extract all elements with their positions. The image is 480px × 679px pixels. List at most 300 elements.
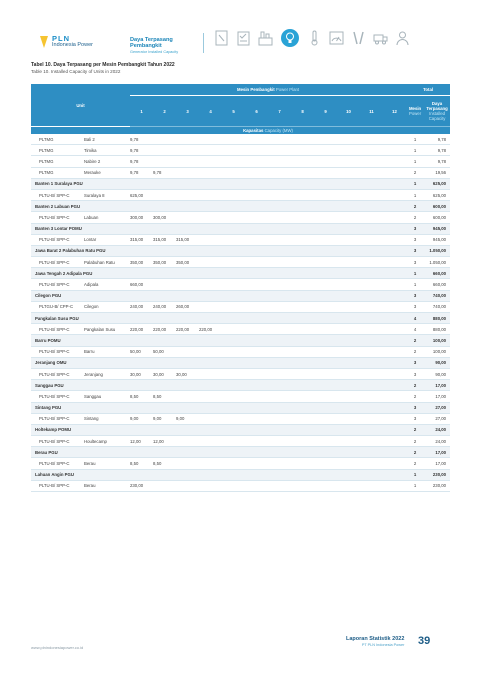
empty-cell xyxy=(360,134,383,145)
empty-cell xyxy=(268,156,291,167)
empty-cell xyxy=(245,201,268,212)
empty-cell xyxy=(314,178,337,189)
unit-capacity: 240,00 xyxy=(130,301,153,312)
empty-cell xyxy=(199,290,222,301)
empty-cell xyxy=(130,313,153,324)
unit-count: 2 xyxy=(406,447,424,458)
unit-capacity: 315,00 xyxy=(153,234,176,245)
mesin-header: Mesin Power xyxy=(406,96,424,127)
unit-capacity: 220,00 xyxy=(199,324,222,335)
empty-cell xyxy=(245,424,268,435)
empty-cell xyxy=(199,424,222,435)
empty-cell xyxy=(383,480,406,491)
empty-cell xyxy=(130,290,153,301)
group-row xyxy=(31,402,450,413)
empty-cell xyxy=(337,324,360,335)
section-title-id: Daya Terpasang Pembangkit xyxy=(130,37,173,49)
unit-number-header: 10 xyxy=(337,96,360,127)
empty-cell xyxy=(268,391,291,402)
unit-capacity: 220,00 xyxy=(153,324,176,335)
plant-type: PLTU-B/ SPP-C xyxy=(31,413,84,424)
empty-cell xyxy=(360,402,383,413)
empty-cell xyxy=(314,335,337,346)
group-name: Cilegon PGU xyxy=(31,290,130,301)
table-body xyxy=(31,134,450,492)
empty-cell xyxy=(222,156,245,167)
empty-cell xyxy=(222,469,245,480)
logo-subtitle: Indonesia Power xyxy=(52,42,93,48)
empty-cell xyxy=(337,167,360,178)
empty-cell xyxy=(314,424,337,435)
plant-type: PLTU-B/ SPP-C xyxy=(31,436,84,447)
unit-capacity xyxy=(176,346,199,357)
empty-cell xyxy=(199,469,222,480)
unit-name: Sanggau xyxy=(84,391,130,402)
unit-capacity: 8,50 xyxy=(130,458,153,469)
power-plant-icon[interactable] xyxy=(258,30,273,46)
unit-name: Jeranjang xyxy=(84,368,130,379)
empty-cell xyxy=(245,447,268,458)
unit-capacity: 9,78 xyxy=(153,167,176,178)
unit-capacity xyxy=(199,368,222,379)
empty-cell xyxy=(383,245,406,256)
empty-cell xyxy=(222,245,245,256)
unit-capacity xyxy=(153,156,176,167)
empty-cell xyxy=(314,447,337,458)
empty-cell xyxy=(199,335,222,346)
unit-capacity xyxy=(199,301,222,312)
group-row xyxy=(31,313,450,324)
group-name: Jawa Tengah 2 Adipala PGU xyxy=(31,268,130,279)
empty-cell xyxy=(314,145,337,156)
total-capacity: 9,78 xyxy=(424,156,450,167)
empty-cell xyxy=(222,335,245,346)
empty-cell xyxy=(153,178,176,189)
tools-icon[interactable] xyxy=(351,30,366,46)
empty-cell xyxy=(314,290,337,301)
empty-cell xyxy=(383,257,406,268)
checklist-icon[interactable] xyxy=(236,30,251,46)
empty-cell xyxy=(383,346,406,357)
empty-cell xyxy=(245,380,268,391)
empty-cell xyxy=(199,245,222,256)
plant-type: PLTU-B/ SPP-C xyxy=(31,212,84,223)
empty-cell xyxy=(314,201,337,212)
total-capacity: 1.050,00 xyxy=(424,245,450,256)
empty-cell xyxy=(291,357,314,368)
empty-cell xyxy=(360,268,383,279)
empty-cell xyxy=(268,189,291,200)
unit-count: 3 xyxy=(406,257,424,268)
empty-cell xyxy=(314,436,337,447)
empty-cell xyxy=(245,178,268,189)
empty-cell xyxy=(222,402,245,413)
empty-cell xyxy=(245,413,268,424)
unit-name: Berau xyxy=(84,480,130,491)
unit-number-header: 4 xyxy=(199,96,222,127)
empty-cell xyxy=(314,212,337,223)
group-row xyxy=(31,268,450,279)
unit-capacity xyxy=(176,134,199,145)
empty-cell xyxy=(153,201,176,212)
empty-cell xyxy=(360,368,383,379)
empty-cell xyxy=(268,346,291,357)
unit-capacity xyxy=(199,346,222,357)
empty-cell xyxy=(291,335,314,346)
empty-cell xyxy=(360,391,383,402)
unit-capacity: 300,00 xyxy=(153,212,176,223)
empty-cell xyxy=(314,156,337,167)
group-row xyxy=(31,335,450,346)
empty-cell xyxy=(337,223,360,234)
unit-name: Adipala xyxy=(84,279,130,290)
empty-cell xyxy=(383,301,406,312)
empty-cell xyxy=(222,212,245,223)
empty-cell xyxy=(199,447,222,458)
total-capacity: 660,00 xyxy=(424,268,450,279)
empty-cell xyxy=(291,447,314,458)
empty-cell xyxy=(268,223,291,234)
unit-count: 3 xyxy=(406,368,424,379)
empty-cell xyxy=(383,357,406,368)
unit-capacity xyxy=(199,413,222,424)
unit-capacity xyxy=(199,145,222,156)
plant-type: PLTU-B/ SPP-C xyxy=(31,480,84,491)
empty-cell xyxy=(314,324,337,335)
empty-cell xyxy=(222,324,245,335)
total-capacity: 230,00 xyxy=(424,480,450,491)
total-capacity: 1.050,00 xyxy=(424,257,450,268)
empty-cell xyxy=(314,134,337,145)
empty-cell xyxy=(314,257,337,268)
gauge-icon[interactable] xyxy=(329,30,344,46)
empty-cell xyxy=(291,391,314,402)
empty-cell xyxy=(360,167,383,178)
empty-cell xyxy=(245,324,268,335)
empty-cell xyxy=(314,413,337,424)
empty-cell xyxy=(153,469,176,480)
unit-count: 3 xyxy=(406,402,424,413)
unit-number-header: 8 xyxy=(291,96,314,127)
empty-cell xyxy=(383,313,406,324)
unit-count: 1 xyxy=(406,189,424,200)
empty-cell xyxy=(268,201,291,212)
empty-cell xyxy=(222,480,245,491)
empty-cell xyxy=(337,402,360,413)
empty-cell xyxy=(337,212,360,223)
empty-cell xyxy=(130,223,153,234)
unit-count: 3 xyxy=(406,223,424,234)
unit-count: 3 xyxy=(406,357,424,368)
total-header: Total xyxy=(406,84,450,96)
unit-capacity xyxy=(199,167,222,178)
total-capacity: 880,00 xyxy=(424,324,450,335)
empty-cell xyxy=(176,178,199,189)
empty-cell xyxy=(291,380,314,391)
unit-capacity: 660,00 xyxy=(130,279,153,290)
empty-cell xyxy=(314,245,337,256)
unit-capacity: 50,00 xyxy=(130,346,153,357)
group-name: Lahuan Angin PGU xyxy=(31,469,130,480)
empty-cell xyxy=(291,458,314,469)
empty-cell xyxy=(360,335,383,346)
empty-cell xyxy=(130,447,153,458)
unit-count: 2 xyxy=(406,436,424,447)
plant-type: PLTU-B/ SPP-C xyxy=(31,368,84,379)
empty-cell xyxy=(268,368,291,379)
unit-capacity xyxy=(153,480,176,491)
empty-cell xyxy=(314,167,337,178)
table-row xyxy=(31,145,450,156)
empty-cell xyxy=(245,301,268,312)
empty-cell xyxy=(337,413,360,424)
unit-name: Pangkalan Susu xyxy=(84,324,130,335)
total-capacity: 17,00 xyxy=(424,447,450,458)
unit-number-header: 2 xyxy=(153,96,176,127)
empty-cell xyxy=(337,368,360,379)
total-capacity: 660,00 xyxy=(424,279,450,290)
empty-cell xyxy=(245,402,268,413)
unit-name: Labuan xyxy=(84,212,130,223)
empty-cell xyxy=(360,413,383,424)
empty-cell xyxy=(245,290,268,301)
group-name: Sanggau PGU xyxy=(31,380,130,391)
total-capacity: 17,00 xyxy=(424,391,450,402)
empty-cell xyxy=(199,223,222,234)
unit-count: 2 xyxy=(406,380,424,391)
unit-capacity xyxy=(176,145,199,156)
empty-cell xyxy=(222,234,245,245)
unit-count: 4 xyxy=(406,313,424,324)
worker-icon[interactable] xyxy=(395,30,410,46)
total-capacity: 740,00 xyxy=(424,290,450,301)
empty-cell xyxy=(383,279,406,290)
empty-cell xyxy=(291,290,314,301)
empty-cell xyxy=(222,313,245,324)
empty-cell xyxy=(245,335,268,346)
empty-cell xyxy=(199,268,222,279)
empty-cell xyxy=(130,201,153,212)
empty-cell xyxy=(337,268,360,279)
empty-cell xyxy=(337,156,360,167)
unit-capacity xyxy=(176,167,199,178)
empty-cell xyxy=(222,391,245,402)
empty-cell xyxy=(222,357,245,368)
empty-cell xyxy=(153,245,176,256)
unit-capacity xyxy=(176,458,199,469)
unit-capacity xyxy=(199,156,222,167)
empty-cell xyxy=(337,134,360,145)
unit-capacity: 9,78 xyxy=(130,145,153,156)
document-icon[interactable] xyxy=(214,30,229,46)
empty-cell xyxy=(383,402,406,413)
empty-cell xyxy=(291,368,314,379)
empty-cell xyxy=(268,257,291,268)
empty-cell xyxy=(268,469,291,480)
machine-header: Mesin Pembangkit Power Plant xyxy=(130,84,406,96)
total-capacity: 90,00 xyxy=(424,357,450,368)
unit-header: Unit xyxy=(31,84,130,127)
table-row xyxy=(31,458,450,469)
group-row xyxy=(31,223,450,234)
empty-cell xyxy=(245,134,268,145)
empty-cell xyxy=(314,357,337,368)
unit-capacity: 260,00 xyxy=(176,301,199,312)
empty-cell xyxy=(222,268,245,279)
unit-number-header: 1 xyxy=(130,96,153,127)
empty-cell xyxy=(153,357,176,368)
empty-cell xyxy=(383,167,406,178)
empty-cell xyxy=(245,480,268,491)
unit-capacity: 12,00 xyxy=(153,436,176,447)
unit-capacity xyxy=(199,458,222,469)
empty-cell xyxy=(245,279,268,290)
empty-cell xyxy=(291,313,314,324)
empty-cell xyxy=(383,201,406,212)
empty-cell xyxy=(222,380,245,391)
empty-cell xyxy=(291,268,314,279)
empty-cell xyxy=(222,447,245,458)
group-name: Berau PGU xyxy=(31,447,130,458)
empty-cell xyxy=(383,145,406,156)
empty-cell xyxy=(291,436,314,447)
empty-cell xyxy=(222,134,245,145)
table-row xyxy=(31,134,450,145)
empty-cell xyxy=(222,301,245,312)
empty-cell xyxy=(337,346,360,357)
empty-cell xyxy=(130,469,153,480)
empty-cell xyxy=(383,368,406,379)
truck-icon[interactable] xyxy=(373,30,388,46)
empty-cell xyxy=(360,313,383,324)
empty-cell xyxy=(268,335,291,346)
total-capacity: 100,00 xyxy=(424,335,450,346)
empty-cell xyxy=(130,178,153,189)
empty-cell xyxy=(360,469,383,480)
unit-name: Timika xyxy=(84,145,130,156)
empty-cell xyxy=(245,391,268,402)
empty-cell xyxy=(360,245,383,256)
group-name: Banten 2 Labuan PGU xyxy=(31,201,130,212)
empty-cell xyxy=(291,413,314,424)
total-capacity: 9,78 xyxy=(424,134,450,145)
empty-cell xyxy=(268,402,291,413)
empty-cell xyxy=(337,279,360,290)
empty-cell xyxy=(176,424,199,435)
total-capacity: 945,00 xyxy=(424,234,450,245)
table-header-row-1 xyxy=(31,84,450,96)
page-header xyxy=(0,0,480,62)
section-title xyxy=(130,37,200,55)
empty-cell xyxy=(314,301,337,312)
plant-type: PLTU-B/ SPP-C xyxy=(31,257,84,268)
unit-count: 1 xyxy=(406,156,424,167)
empty-cell xyxy=(291,201,314,212)
table-row xyxy=(31,436,450,447)
empty-cell xyxy=(245,346,268,357)
table-row xyxy=(31,413,450,424)
empty-cell xyxy=(291,301,314,312)
empty-cell xyxy=(360,357,383,368)
total-capacity: 24,00 xyxy=(424,436,450,447)
empty-cell xyxy=(337,424,360,435)
empty-cell xyxy=(337,458,360,469)
unit-name: Berau xyxy=(84,458,130,469)
empty-cell xyxy=(291,257,314,268)
table-row xyxy=(31,391,450,402)
total-capacity: 27,00 xyxy=(424,413,450,424)
unit-capacity xyxy=(153,134,176,145)
pln-logo xyxy=(38,35,93,49)
empty-cell xyxy=(383,458,406,469)
empty-cell xyxy=(383,335,406,346)
header-divider xyxy=(203,33,204,53)
unit-capacity: 9,78 xyxy=(130,134,153,145)
unit-capacity: 30,00 xyxy=(176,368,199,379)
empty-cell xyxy=(291,279,314,290)
empty-cell xyxy=(291,245,314,256)
empty-cell xyxy=(176,447,199,458)
empty-cell xyxy=(291,156,314,167)
empty-cell xyxy=(314,402,337,413)
empty-cell xyxy=(153,380,176,391)
group-row xyxy=(31,447,450,458)
empty-cell xyxy=(176,268,199,279)
plant-type: PLTU-B/ SPP-C xyxy=(31,458,84,469)
empty-cell xyxy=(268,245,291,256)
empty-cell xyxy=(268,134,291,145)
empty-cell xyxy=(314,380,337,391)
thermometer-icon[interactable] xyxy=(307,30,322,46)
empty-cell xyxy=(291,469,314,480)
empty-cell xyxy=(222,368,245,379)
unit-capacity: 300,00 xyxy=(130,212,153,223)
table-row xyxy=(31,279,450,290)
empty-cell xyxy=(291,167,314,178)
empty-cell xyxy=(245,189,268,200)
empty-cell xyxy=(291,145,314,156)
empty-cell xyxy=(360,178,383,189)
unit-count: 2 xyxy=(406,167,424,178)
unit-name: Bali 2 xyxy=(84,134,130,145)
footer-report xyxy=(346,636,404,648)
unit-count: 2 xyxy=(406,201,424,212)
empty-cell xyxy=(153,402,176,413)
empty-cell xyxy=(360,212,383,223)
unit-count: 2 xyxy=(406,335,424,346)
empty-cell xyxy=(314,458,337,469)
empty-cell xyxy=(383,212,406,223)
empty-cell xyxy=(176,335,199,346)
total-capacity: 625,00 xyxy=(424,178,450,189)
unit-capacity: 30,00 xyxy=(130,368,153,379)
unit-capacity: 8,50 xyxy=(130,391,153,402)
lightbulb-icon[interactable] xyxy=(280,28,300,48)
unit-capacity: 350,00 xyxy=(176,257,199,268)
empty-cell xyxy=(245,313,268,324)
unit-capacity xyxy=(176,480,199,491)
footer-website[interactable]: www.plnindonesiapower.co.id xyxy=(31,645,84,650)
empty-cell xyxy=(222,178,245,189)
plant-type: PLTGU-B/ CPP-C xyxy=(31,301,84,312)
empty-cell xyxy=(268,480,291,491)
table-caption xyxy=(31,62,175,74)
empty-cell xyxy=(360,257,383,268)
empty-cell xyxy=(337,145,360,156)
empty-cell xyxy=(268,279,291,290)
daya-header: Daya Terpasang Installed Capacity xyxy=(424,96,450,127)
group-name: Barru POMU xyxy=(31,335,130,346)
